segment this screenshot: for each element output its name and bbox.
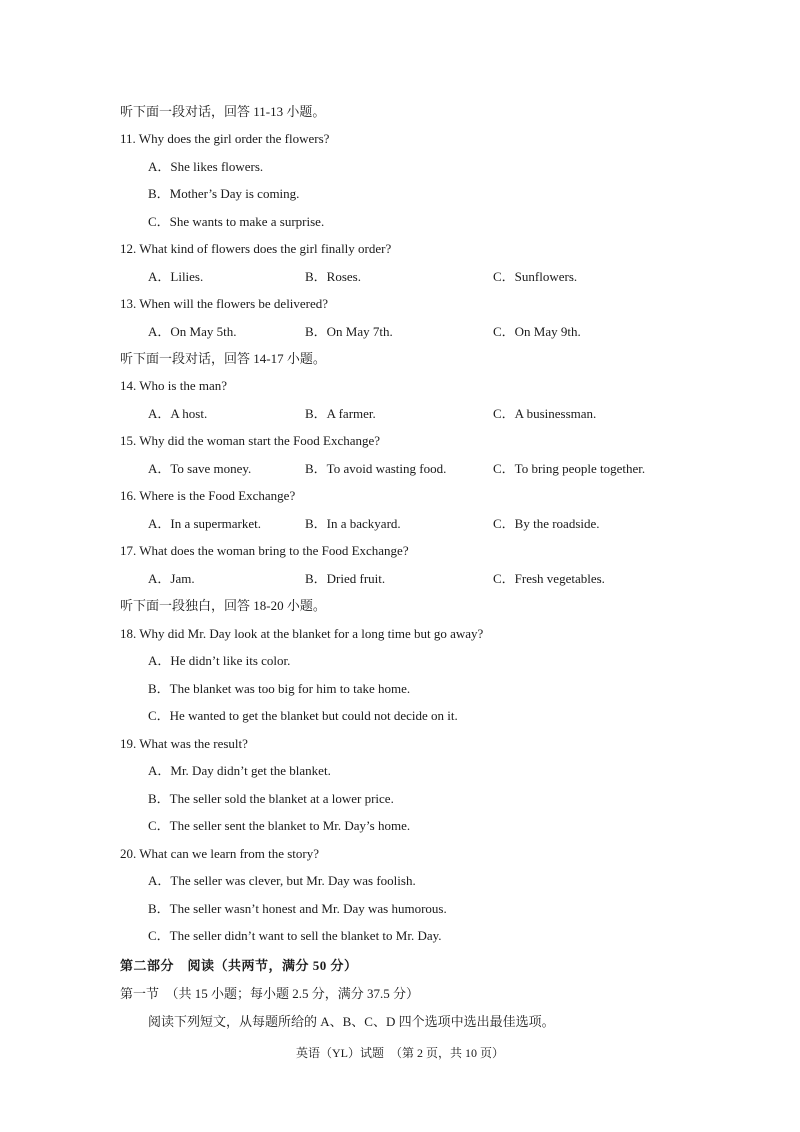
option-20-b: B．The seller wasn’t honest and Mr. Day was humorous. (148, 901, 447, 916)
part-two-title: 第二部分 阅读（共两节，满分 50 分） (120, 958, 358, 973)
question-number: 12. (120, 241, 137, 256)
question-number: 19. (120, 736, 137, 751)
question-text: Why did Mr. Day look at the blanket for a long time but go away? (139, 626, 484, 641)
question-11 (120, 130, 329, 148)
question-number: 14. (120, 378, 137, 393)
option-12-c: C．Sunflowers. (493, 269, 578, 284)
question-text: Why does the girl order the flowers? (138, 131, 330, 146)
question-text: What does the woman bring to the Food Exchange? (139, 543, 409, 558)
question-number: 17. (120, 543, 137, 558)
question-text: What kind of flowers does the girl finally order? (139, 241, 392, 256)
option-15-c: C．To bring people together. (493, 461, 646, 476)
question-19 (120, 735, 248, 753)
question-text: What was the result? (139, 736, 248, 751)
option-19-a: A．Mr. Day didn’t get the blanket. (148, 763, 331, 778)
question-number: 20. (120, 846, 137, 861)
question-20 (120, 845, 319, 863)
option-13-c: C．On May 9th. (493, 324, 581, 339)
option-14-a: A．A host. (148, 406, 208, 421)
option-20-c: C．The seller didn’t want to sell the blanket to Mr. Day. (148, 928, 442, 943)
option-17-c: C．Fresh vegetables. (493, 571, 605, 586)
question-number: 15. (120, 433, 137, 448)
option-19-c: C．The seller sent the blanket to Mr. Day’s home. (148, 818, 411, 833)
option-15-b: B．To avoid wasting food. (305, 461, 447, 476)
question-13 (120, 295, 328, 313)
question-number: 18. (120, 626, 137, 641)
question-15 (120, 432, 380, 450)
question-text: What can we learn from the story? (139, 846, 320, 861)
option-14-b: B．A farmer. (305, 406, 376, 421)
option-13-a: A．On May 5th. (148, 324, 237, 339)
option-12-a: A．Lilies. (148, 269, 204, 284)
option-12-b: B．Roses. (305, 269, 361, 284)
question-number: 13. (120, 296, 137, 311)
question-14 (120, 377, 227, 395)
option-16-a: A．In a supermarket. (148, 516, 261, 531)
question-12 (120, 240, 391, 258)
option-11-a: A．She likes flowers. (148, 159, 264, 174)
option-18-b: B．The blanket was too big for him to take home. (148, 681, 411, 696)
question-17 (120, 542, 409, 560)
option-18-c: C．He wanted to get the blanket but could not decide on it. (148, 708, 458, 723)
instruction-14-17: 听下面一段对话，回答 14-17 小题。 (120, 351, 326, 366)
option-20-a: A．The seller was clever, but Mr. Day was foolish. (148, 873, 416, 888)
question-18 (120, 625, 483, 643)
option-11-b: B．Mother’s Day is coming. (148, 186, 300, 201)
reading-directions: 阅读下列短文，从每题所给的 A、B、C、D 四个选项中选出最佳选项。 (148, 1014, 555, 1029)
option-19-b: B．The seller sold the blanket at a lower price. (148, 791, 394, 806)
page-footer: 英语（YL）试题 （第 2 页，共 10 页） (296, 1046, 504, 1060)
option-15-a: A．To save money. (148, 461, 252, 476)
question-text: Why did the woman start the Food Exchange? (139, 433, 381, 448)
option-11-c: C．She wants to make a surprise. (148, 214, 325, 229)
option-13-b: B．On May 7th. (305, 324, 393, 339)
question-16 (120, 487, 295, 505)
question-text: When will the flowers be delivered? (139, 296, 329, 311)
question-number: 11. (120, 131, 136, 146)
instruction-11-13: 听下面一段对话，回答 11-13 小题。 (120, 104, 326, 119)
question-number: 16. (120, 488, 137, 503)
section-one-heading: 第一节 （共 15 小题；每小题 2.5 分，满分 37.5 分） (120, 986, 420, 1001)
question-text: Where is the Food Exchange? (139, 488, 296, 503)
option-16-b: B．In a backyard. (305, 516, 401, 531)
option-16-c: C．By the roadside. (493, 516, 600, 531)
option-17-a: A．Jam. (148, 571, 195, 586)
question-text: Who is the man? (139, 378, 227, 393)
option-17-b: B．Dried fruit. (305, 571, 386, 586)
option-14-c: C．A businessman. (493, 406, 597, 421)
option-18-a: A．He didn’t like its color. (148, 653, 291, 668)
instruction-18-20: 听下面一段独白，回答 18-20 小题。 (120, 598, 326, 613)
